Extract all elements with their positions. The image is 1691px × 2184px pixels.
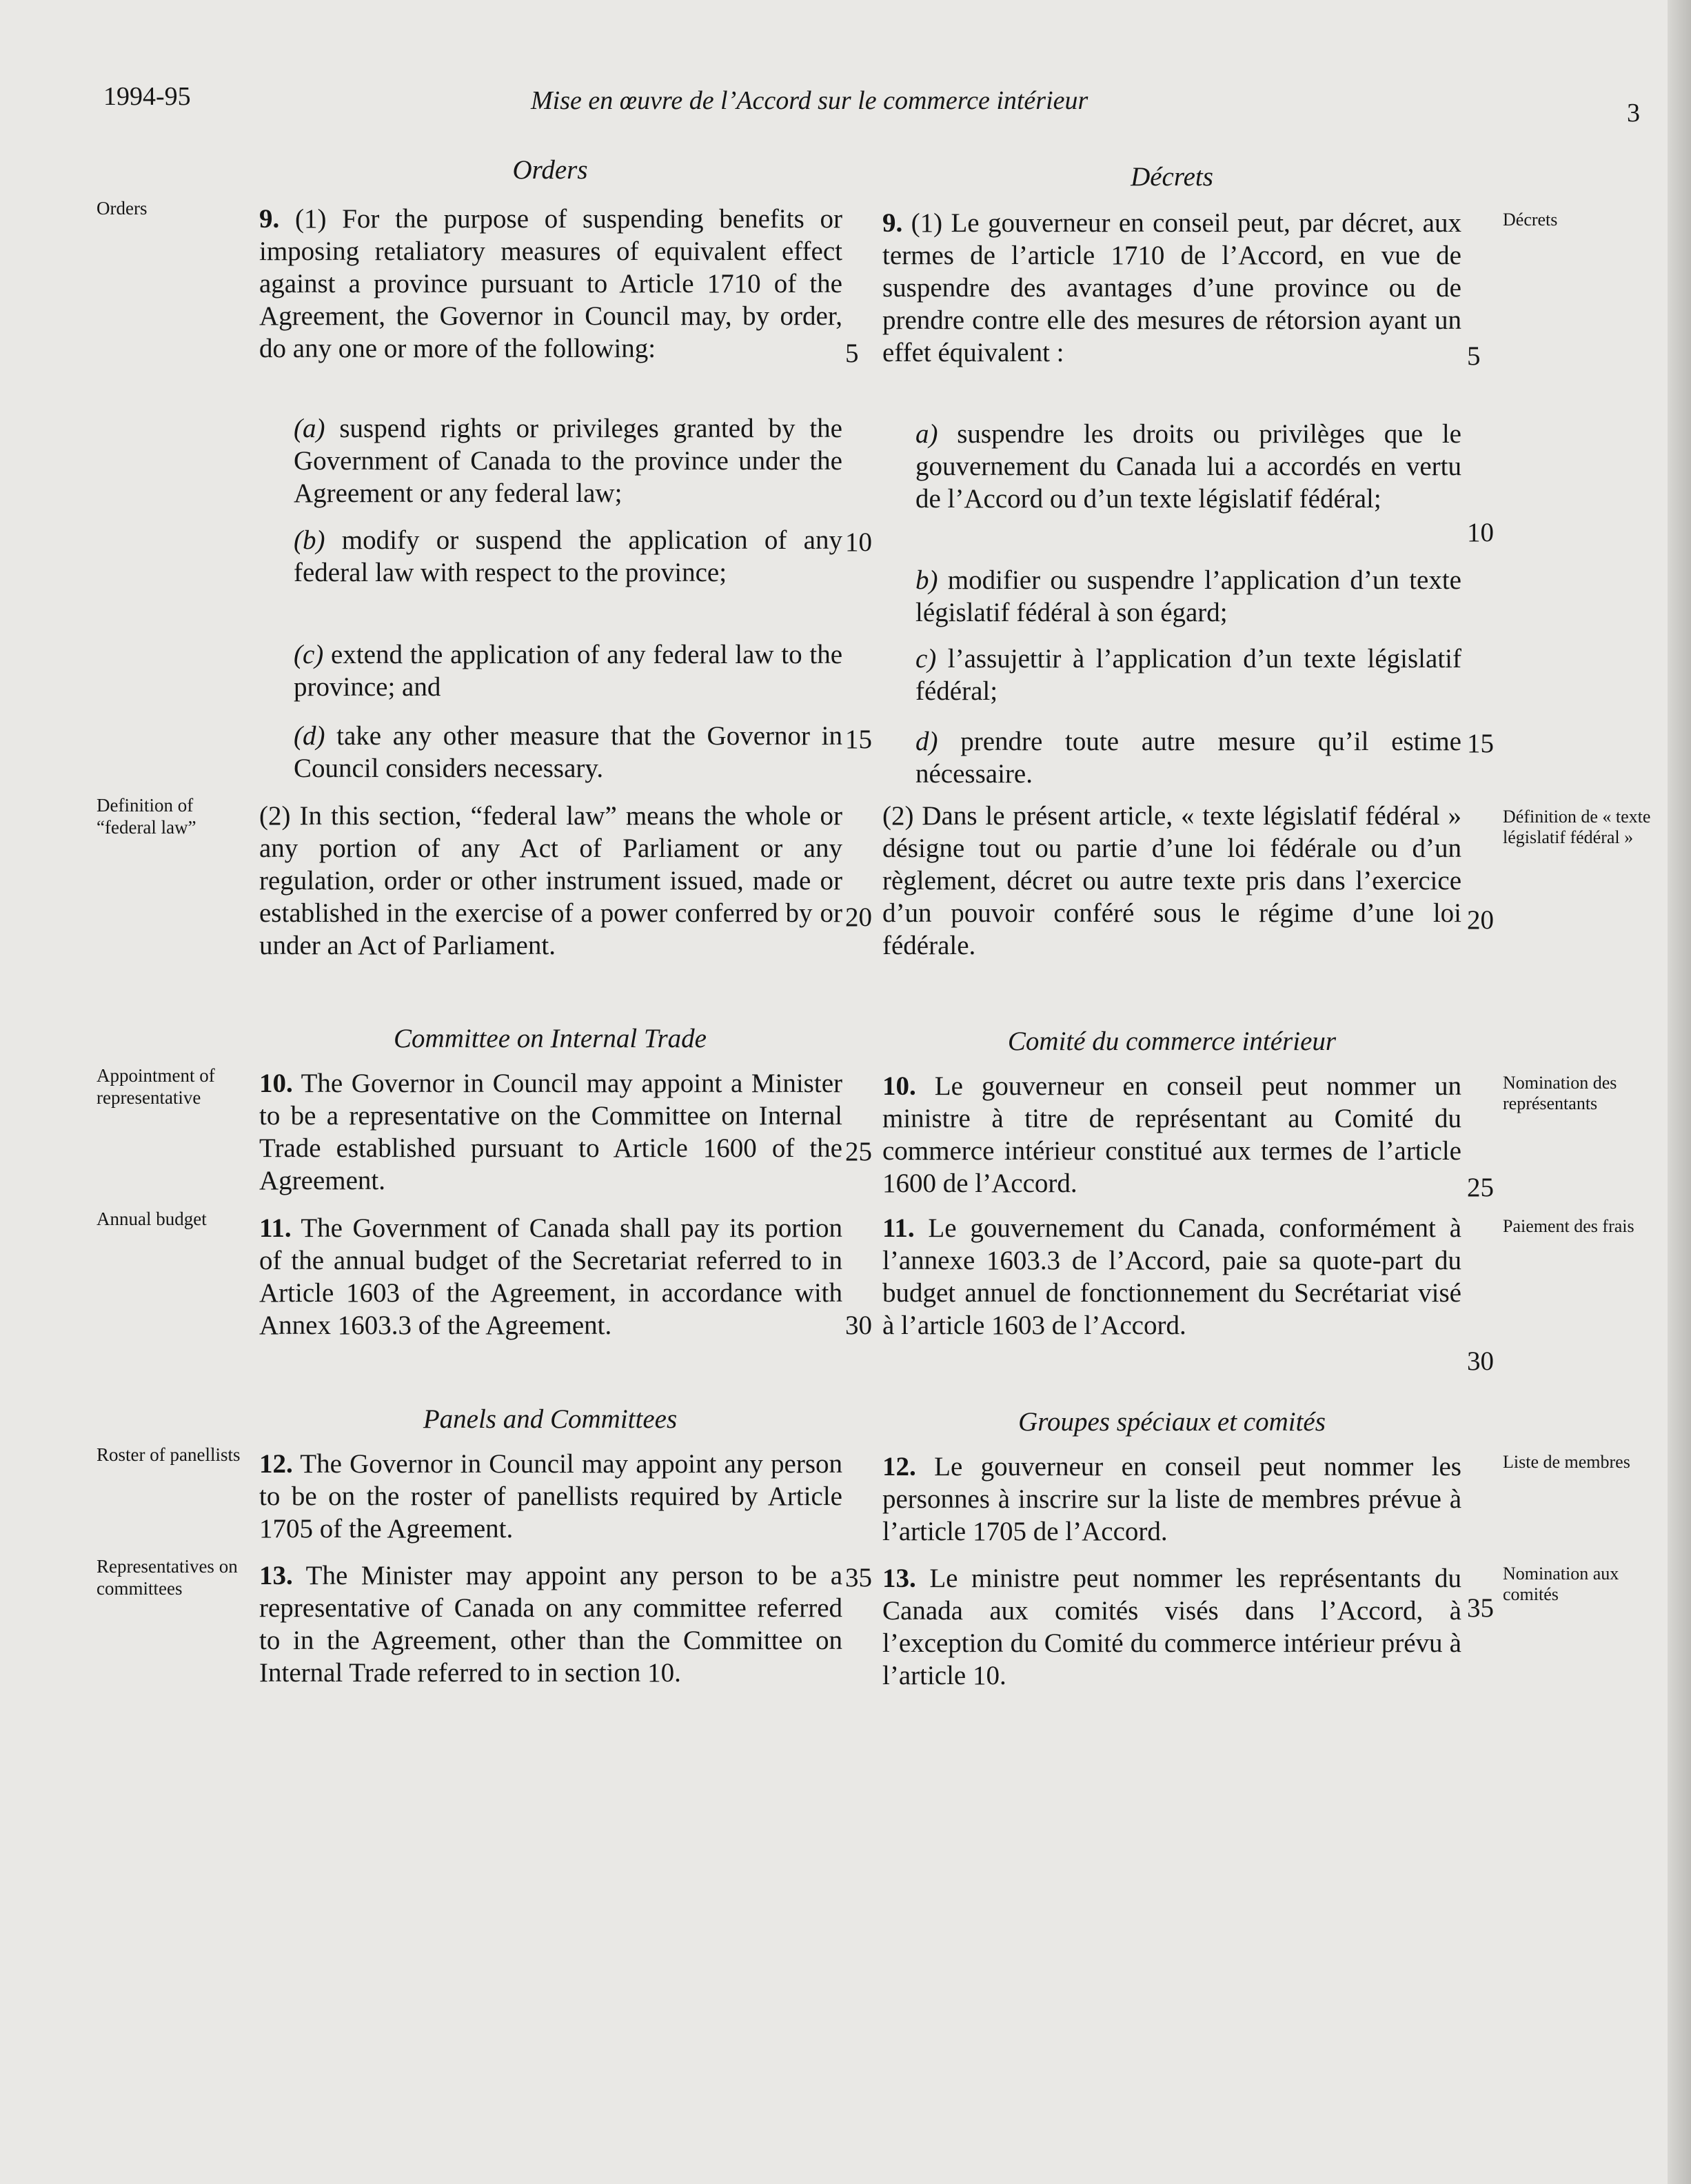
line-number: 15 (845, 725, 872, 754)
item-text: prendre toute autre mesure qu’il estime nécessaire. (915, 727, 1461, 789)
line-number: 25 (1467, 1173, 1494, 1202)
item-label: (c) (294, 640, 324, 669)
line-number: 15 (1467, 729, 1494, 758)
section-text: The Governor in Council may appoint a Minister to be a representative on the Committee on Internal Trade established pursuant to Article 1600 of the Agreement. (259, 1069, 842, 1195)
section-number: 10. (259, 1069, 293, 1098)
section-9-1-c-fr (915, 643, 1461, 707)
marginal-note-decrets: Décrets (1503, 210, 1558, 230)
item-label: (a) (294, 414, 325, 443)
section-number: 10. (882, 1071, 916, 1101)
section-13-fr (882, 1562, 1461, 1692)
section-text: The Government of Canada shall pay its portion of the annual budget of the Secretariat referred to in Article 1603 of the Agreement, in accordance with Annex 1603.3 of the Agreement. (259, 1213, 842, 1340)
line-number: 20 (1467, 905, 1494, 935)
marginal-note-appointment: Appointment of representative (97, 1065, 215, 1108)
heading-decrets: Décrets (1131, 162, 1213, 192)
section-text: Le gouvernement du Canada, conformément à l’annexe 1603.3 de l’Accord, paie sa quote-part du budget annuel de fonctionnement du Secrétariat visé à l’article 1603 de l’Accord. (882, 1213, 1461, 1340)
section-number: 12. (259, 1449, 293, 1479)
section-text: Le gouverneur en conseil peut nommer un ministre à titre de représentant au Comité du commerce intérieur constitué aux termes de l’article 1600 de l’Accord. (882, 1071, 1461, 1198)
line-number: 25 (845, 1137, 872, 1166)
section-9-2-fr: (2) Dans le présent article, « texte législatif fédéral » désigne tout ou partie d’une loi fédérale ou d’un règlement, décret ou autre texte pris dans l’exercice d’un pouvoir conféré sous le régime d’une loi fédérale. (882, 801, 1461, 960)
section-9-1-b-fr (915, 564, 1461, 629)
section-number: 11. (882, 1213, 915, 1243)
item-label: d) (915, 727, 938, 756)
section-11-en (259, 1212, 842, 1342)
marginal-note-nomination-comites: Nomination aux comités (1503, 1564, 1619, 1604)
section-text: The Governor in Council may appoint any person to be on the roster of panellists required by Article 1705 of the Agreement. (259, 1449, 842, 1544)
section-number: 11. (259, 1213, 292, 1243)
section-9-1-fr (882, 207, 1461, 369)
item-text: extend the application of any federal law to the province; and (294, 640, 842, 702)
section-number: 9. (882, 208, 903, 238)
line-number: 35 (1467, 1593, 1494, 1623)
item-label: (d) (294, 721, 325, 751)
page-binding-edge (1668, 0, 1691, 2184)
item-label: b) (915, 565, 938, 595)
section-10-en (259, 1067, 842, 1197)
marginal-note-liste: Liste de membres (1503, 1452, 1630, 1472)
section-9-1-b-en (294, 524, 842, 589)
marginal-note-nomination: Nomination des représentants (1503, 1073, 1617, 1113)
line-number: 10 (845, 527, 872, 557)
section-text: The Minister may appoint any person to be a representative of Canada on any committee referred to in the Agreement, other than the Committee on Internal Trade referred to in section 10. (259, 1561, 842, 1688)
marginal-note-paiement: Paiement des frais (1503, 1216, 1634, 1236)
section-13-en (259, 1559, 842, 1689)
item-label: (b) (294, 525, 325, 555)
section-9-2-en: (2) In this section, “federal law” means the whole or any portion of any Act of Parliament or any regulation, order or other instrument issued, made or established in the exercise of a power conferred by or under an Act of Parliament. (259, 801, 842, 960)
section-number: 13. (259, 1561, 293, 1590)
section-text: Le gouverneur en conseil peut nommer les personnes à inscrire sur la liste de membres prévue à l’article 1705 de l’Accord. (882, 1452, 1461, 1546)
item-text: l’assujettir à l’application d’un texte législatif fédéral; (915, 644, 1461, 706)
section-9-1-en (259, 203, 842, 365)
line-number: 5 (1467, 341, 1481, 371)
item-text: take any other measure that the Governor in Council considers necessary. (294, 721, 842, 783)
item-text: suspend rights or privileges granted by the Government of Canada to the province under the Agreement or any federal law; (294, 414, 842, 508)
item-text: modify or suspend the application of any federal law with respect to the province; (294, 525, 842, 587)
section-text: (1) For the purpose of suspending benefits or imposing retaliatory measures of equivalent effect against a province pursuant to Article 1710 of the Agreement, the Governor in Council may, by order, do any one or more of the following: (259, 204, 842, 363)
section-text: Le ministre peut nommer les représentants du Canada aux comités visés dans l’Accord, à l’exception du Comité du commerce intérieur prévu à l’article 10. (882, 1564, 1461, 1690)
header-year: 1994-95 (103, 82, 191, 111)
marginal-note-definition-fr: Définition de « texte législatif fédéral » (1503, 807, 1651, 847)
section-10-fr (882, 1070, 1461, 1200)
item-label: a) (915, 419, 938, 449)
section-11-fr (882, 1212, 1461, 1342)
header-title: Mise en œuvre de l’Accord sur le commerce intérieur (531, 86, 1088, 115)
marginal-note-representatives: Representatives on committees (97, 1556, 238, 1599)
item-text: suspendre les droits ou privilèges que le gouvernement du Canada lui a accordés en vertu de l’Accord ou d’un texte législatif fédéral; (915, 419, 1461, 514)
line-number: 30 (845, 1311, 872, 1340)
section-text: (1) Le gouverneur en conseil peut, par décret, aux termes de l’article 1710 de l’Accord, en vue de suspendre des avantages d’une province ou de prendre contre elle des mesures de rétorsion ayant un effet équivalent : (882, 208, 1461, 367)
marginal-note-roster: Roster of panellists (97, 1444, 241, 1465)
section-12-fr (882, 1450, 1461, 1548)
line-number: 35 (845, 1563, 872, 1593)
marginal-note-budget: Annual budget (97, 1209, 207, 1229)
page-number: 3 (1627, 99, 1640, 128)
line-number: 30 (1467, 1346, 1494, 1376)
section-number: 12. (882, 1452, 916, 1482)
section-9-1-d-fr (915, 725, 1461, 790)
heading-panels-en: Panels and Committees (423, 1404, 678, 1434)
section-9-1-c-en (294, 638, 842, 703)
heading-orders: Orders (512, 155, 588, 185)
section-number: 9. (259, 204, 280, 234)
heading-committee-en: Committee on Internal Trade (394, 1024, 707, 1053)
item-text: modifier ou suspendre l’application d’un texte législatif fédéral à son égard; (915, 565, 1461, 627)
section-9-1-a-fr (915, 418, 1461, 515)
heading-panels-fr: Groupes spéciaux et comités (1018, 1407, 1326, 1437)
section-9-1-d-en (294, 720, 842, 785)
section-number: 13. (882, 1564, 916, 1593)
heading-committee-fr: Comité du commerce intérieur (1007, 1027, 1337, 1056)
line-number: 10 (1467, 518, 1494, 547)
line-number: 20 (845, 902, 872, 932)
marginal-note-definition: Definition of “federal law” (97, 795, 196, 838)
item-label: c) (915, 644, 937, 674)
section-12-en (259, 1448, 842, 1545)
line-number: 5 (845, 338, 859, 368)
marginal-note-orders: Orders (97, 198, 148, 219)
section-9-1-a-en (294, 412, 842, 509)
